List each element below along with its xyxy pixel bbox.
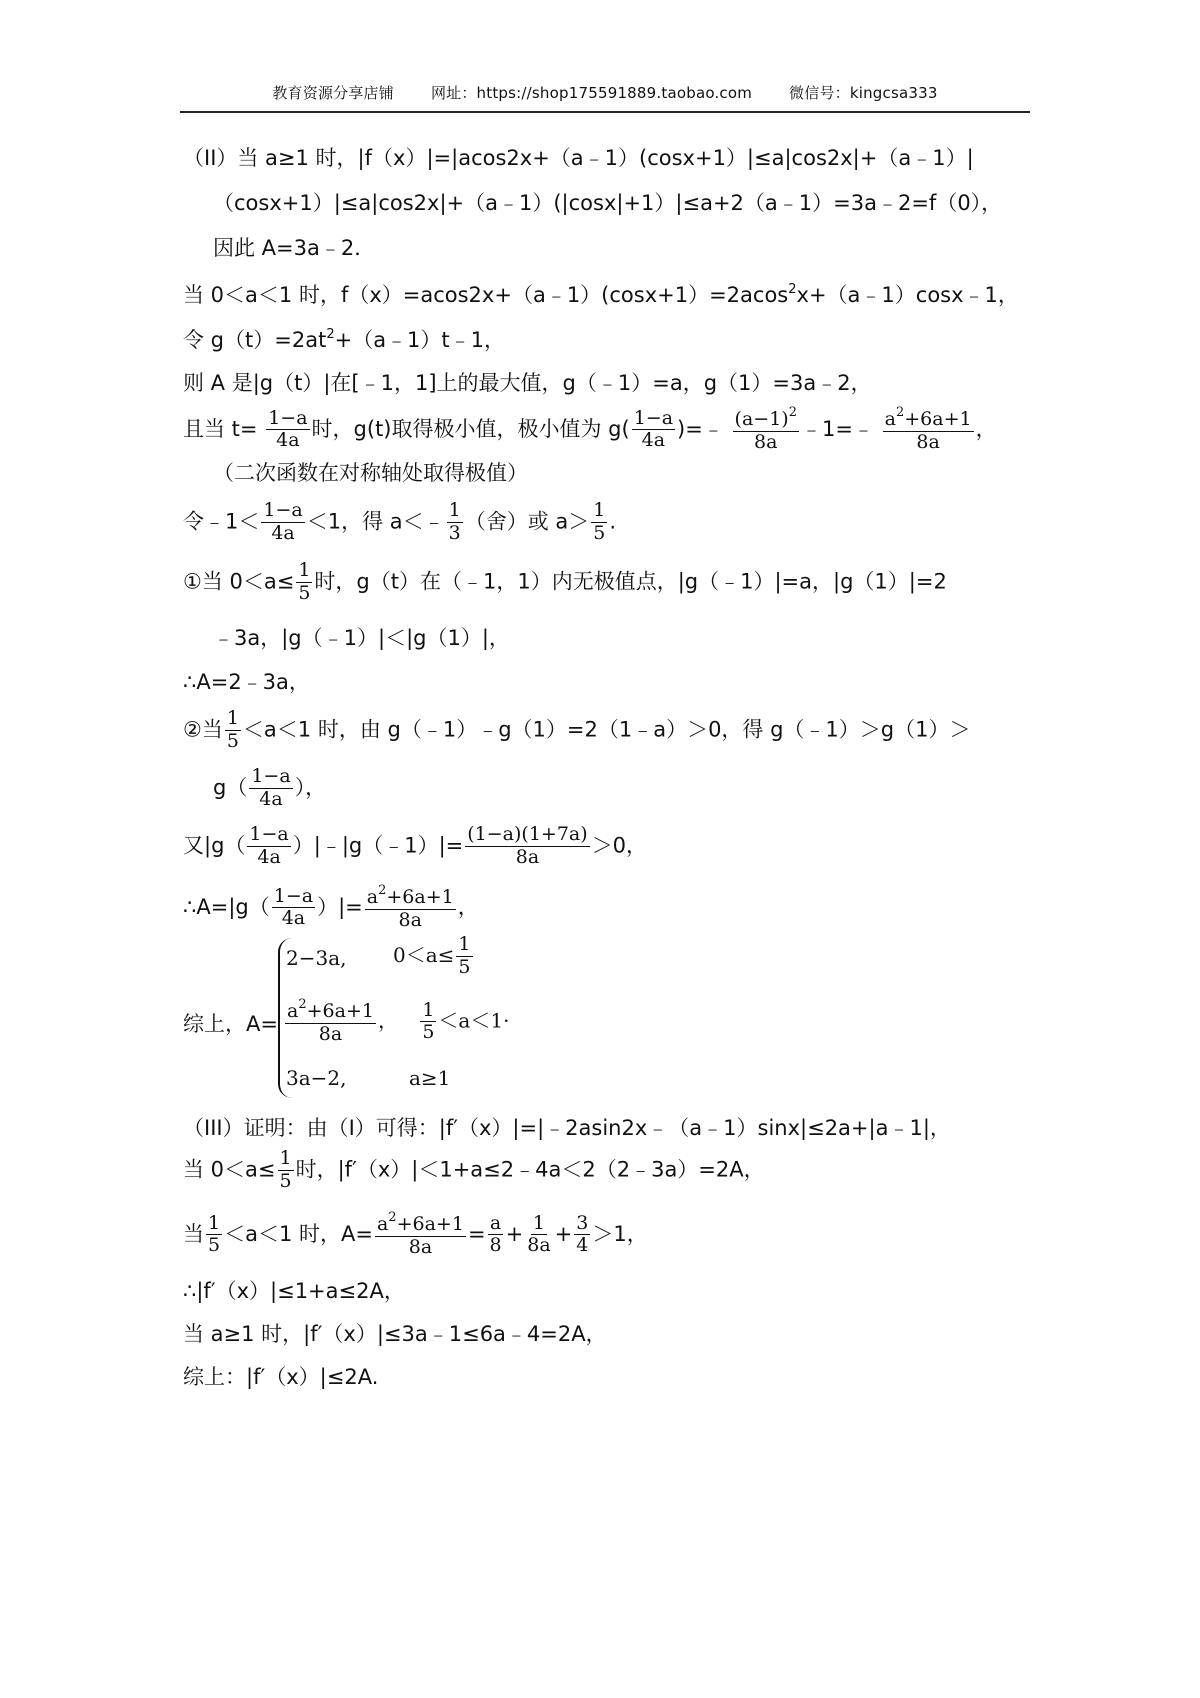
fraction — [465, 824, 589, 869]
shop-url: 网址：https://shop175591889.taobao.com — [430, 84, 753, 102]
fraction-den: 4a — [641, 429, 666, 452]
fraction — [206, 1213, 222, 1258]
fraction-den: 5 — [208, 1234, 221, 1257]
fraction — [883, 406, 974, 454]
line-18: （III）证明：由（I）可得：|f′（x）|=|﹣2asin2x﹣（a﹣1）sinx|≤2a+|a﹣1|， — [183, 1116, 951, 1140]
fraction-num-b: +6a+1 — [386, 886, 454, 908]
l5-part-b: +（a﹣1）t﹣1， — [334, 328, 506, 352]
fraction-den: 4a — [259, 787, 283, 810]
fraction-den: 4a — [257, 845, 281, 868]
l20-part-b: ＜a＜1 时，A= — [224, 1221, 373, 1246]
fraction-den: 8a — [515, 845, 540, 868]
fraction — [375, 1211, 466, 1259]
l20-plus-1: + — [505, 1221, 524, 1246]
l20-plus-2: + — [554, 1221, 573, 1246]
fraction-num-b: +6a+1 — [904, 408, 972, 430]
case-2-sep: ， — [377, 1008, 398, 1033]
fraction — [447, 500, 463, 545]
fraction-num: 1 — [422, 998, 435, 1021]
line-7 — [183, 406, 997, 454]
fraction-num-a: a — [287, 1000, 299, 1022]
fraction-den: 8a — [754, 430, 778, 453]
fraction — [733, 406, 799, 454]
fraction-num: 1−a — [268, 406, 308, 429]
fraction-den: 8 — [489, 1234, 502, 1257]
fraction-num-a: a — [366, 886, 379, 908]
l4-part-a: 当 0＜a＜1 时，f（x）=acos2x+（a﹣1）(cosx+1）=2acos — [183, 283, 789, 307]
fraction-num: a — [489, 1211, 502, 1234]
fraction-den: 8a — [398, 908, 422, 931]
case-2-dot: · — [503, 1008, 510, 1033]
line-3: 因此 A=3a﹣2． — [213, 236, 376, 260]
line-10 — [183, 560, 947, 605]
cases-label: 综上，A= — [183, 1012, 278, 1036]
fraction-den: 8a — [318, 1022, 343, 1045]
fraction-num: 1 — [298, 559, 311, 581]
fraction-den: 5 — [298, 581, 311, 604]
l7-part-c: )=﹣ — [677, 416, 724, 441]
fraction-sup: 2 — [895, 405, 905, 420]
fraction — [456, 934, 472, 979]
case-1-cond — [393, 934, 475, 979]
case-2 — [283, 998, 509, 1046]
l20-tail: ＞1， — [592, 1221, 648, 1246]
case-3-expr: 3a−2, — [286, 1066, 347, 1090]
l9-part-c: （舍）或 a＞ — [464, 509, 590, 534]
fraction-num: 1−a — [633, 406, 674, 429]
line-4 — [183, 283, 1019, 306]
l7-part-e: ， — [975, 416, 997, 441]
line-8: （二次函数在对称轴处取得极值） — [213, 461, 528, 485]
l7-part-d: ﹣1=﹣ — [800, 416, 874, 441]
fraction-num: 1 — [458, 933, 471, 955]
fraction — [247, 824, 290, 869]
fraction-den: 8a — [408, 1235, 433, 1258]
line-15 — [183, 824, 647, 869]
fraction-num: 1 — [208, 1211, 221, 1234]
fraction-num: (a−1) — [734, 408, 789, 430]
fraction — [420, 1000, 436, 1045]
fraction-num: 1−a — [251, 765, 291, 787]
l15-part-a: 又|g（ — [183, 833, 246, 858]
fraction-den: 8a — [527, 1234, 551, 1257]
fraction-sup: 2 — [378, 883, 387, 898]
l5-part-a: 令 g（t）=2at — [183, 328, 327, 352]
l16-part-c: ， — [457, 894, 479, 919]
l5-sup: 2 — [326, 327, 335, 342]
line-11: ﹣3a，|g（﹣1）|＜|g（1）|， — [213, 626, 510, 650]
fraction-num: 1 — [448, 499, 461, 521]
fraction — [574, 1213, 590, 1258]
l4-part-b: x+（a﹣1）cosx﹣1， — [796, 283, 1019, 307]
fraction — [632, 408, 675, 453]
fraction — [266, 408, 309, 453]
l20-eq: = — [467, 1221, 486, 1246]
l14-part-b: ）， — [294, 775, 327, 800]
fraction-num: 1 — [532, 1211, 545, 1234]
l13-part-b: ＜a＜1 时，由 g（﹣1）﹣g（1）=2（1﹣a）＞0，得 g（﹣1）＞g（1）＞ — [242, 717, 971, 742]
fraction-den: 5 — [422, 1021, 435, 1044]
case-1-expr: 2−3a, — [286, 946, 347, 970]
fraction — [272, 886, 315, 931]
l9-part-d: . — [609, 509, 617, 534]
l10-part-a: ①当 0＜a≤ — [183, 569, 295, 594]
fraction-num-b: +6a+1 — [396, 1213, 464, 1235]
case-2-cond: ＜a＜1 — [438, 1008, 504, 1033]
wechat-id: 微信号：kingcsa333 — [789, 84, 938, 102]
case-3-cond: a≥1 — [409, 1066, 451, 1090]
l19-part-a: 当 0＜a≤ — [183, 1157, 276, 1182]
line-14 — [213, 766, 326, 811]
l20-part-a: 当 — [183, 1221, 204, 1246]
line-12: ∴A=2﹣3a， — [183, 670, 310, 694]
l9-part-b: ＜1，得 a＜﹣ — [306, 509, 445, 534]
page-header — [180, 82, 1030, 103]
shop-name: 教育资源分享店铺 — [272, 84, 394, 102]
l16-part-b: ）|= — [317, 894, 363, 919]
l19-part-b: 时，|f′（x）|＜1+a≤2﹣4a＜2（2﹣3a）=2A， — [295, 1157, 765, 1182]
fraction-den: 5 — [226, 729, 239, 752]
fraction-num-a: a — [376, 1213, 389, 1235]
fraction-sup: 2 — [388, 1210, 397, 1225]
fraction-num-a: a — [884, 408, 896, 430]
fraction — [488, 1213, 504, 1258]
line-9 — [183, 500, 616, 545]
l9-part-a: 令﹣1＜ — [183, 509, 260, 534]
fraction — [249, 766, 292, 811]
fraction — [296, 560, 312, 605]
fraction-den: 4a — [276, 429, 300, 452]
l7-part-b: 时，g(t)取得极小值，极小值为 g( — [311, 416, 630, 441]
fraction-num: 3 — [576, 1211, 589, 1234]
l13-part-a: ②当 — [183, 717, 223, 742]
fraction — [225, 708, 241, 753]
line-21: ∴|f′（x）|≤1+a≤2A， — [183, 1279, 405, 1303]
fraction-num: 1 — [279, 1147, 292, 1169]
fraction-den: 8a — [916, 430, 940, 453]
l14-part-a: g（ — [213, 775, 248, 800]
fraction-den: 3 — [448, 521, 461, 544]
fraction-den: 4 — [576, 1234, 589, 1257]
fraction-den: 5 — [458, 955, 471, 978]
line-22: 当 a≥1 时，|f′（x）|≤3a﹣1≤6a﹣4=2A， — [183, 1322, 607, 1346]
line-13 — [183, 708, 971, 753]
l4-sup: 2 — [788, 282, 797, 297]
fraction-sup: 2 — [788, 405, 797, 420]
l15-part-b: ）|﹣|g（﹣1）|= — [292, 833, 464, 858]
fraction-num: 1 — [226, 707, 239, 729]
fraction — [525, 1213, 552, 1258]
fraction-num-b: +6a+1 — [306, 1000, 374, 1022]
fraction-sup: 2 — [298, 997, 307, 1012]
line-20 — [183, 1211, 648, 1259]
fraction-num: 1−a — [263, 499, 303, 521]
line-16 — [183, 884, 479, 932]
line-2: （cosx+1）|≤a|cos2x|+（a﹣1）(|cosx|+1）|≤a+2（a﹣1）=3a﹣2=f（0）， — [213, 191, 1003, 215]
header-divider — [180, 111, 1030, 113]
fraction-num: 1 — [593, 499, 606, 521]
fraction — [261, 500, 304, 545]
case-1-cond-text: 0＜a≤ — [393, 942, 455, 967]
fraction-den: 4a — [271, 521, 295, 544]
line-5 — [183, 328, 505, 351]
l16-part-a: ∴A=|g（ — [183, 894, 270, 919]
fraction-den: 4a — [281, 907, 306, 930]
l10-part-b: 时，g（t）在（﹣1，1）内无极值点，|g（﹣1）|=a，|g（1）|=2 — [314, 569, 947, 594]
line-23: 综上：|f′（x）|≤2A. — [183, 1365, 379, 1389]
line-6: 则 A 是|g（t）|在[﹣1，1]上的最大值，g（﹣1）=a，g（1）=3a﹣2， — [183, 371, 872, 395]
fraction-num: 1−a — [273, 884, 314, 907]
fraction-num: (1−a)(1+7a) — [467, 823, 588, 845]
fraction-den: 5 — [279, 1169, 292, 1192]
l15-part-c: ＞0， — [591, 833, 648, 858]
fraction — [591, 500, 607, 545]
line-19 — [183, 1148, 765, 1193]
fraction — [278, 1148, 294, 1193]
l7-part-a: 且当 t= — [183, 416, 258, 441]
line-1: （II）当 a≥1 时，|f（x）|=|acos2x+（a﹣1）(cosx+1）|≤a|cos2x|+（a﹣1）| — [183, 146, 974, 170]
fraction — [365, 884, 456, 932]
fraction-den: 5 — [593, 521, 606, 544]
fraction-num: 1−a — [249, 823, 289, 845]
fraction — [285, 998, 376, 1046]
